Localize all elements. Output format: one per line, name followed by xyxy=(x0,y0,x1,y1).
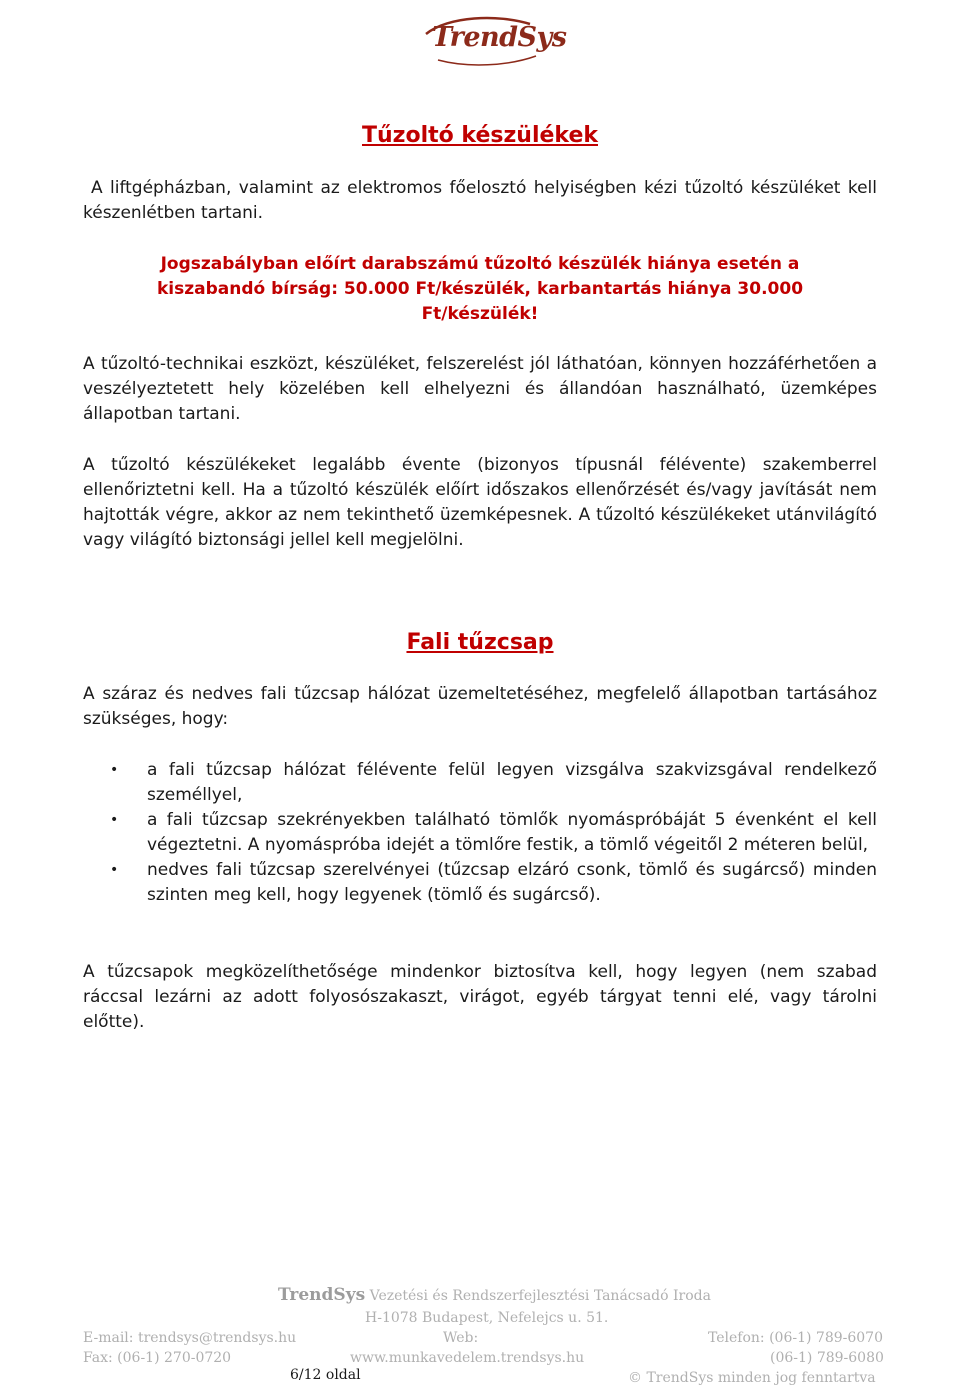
paragraph-inspection: A tűzoltó készülékeket legalább évente (bizonyos típusnál félévente) szakemberrel ellenőriztetni kell. Ha a tűzoltó készülék előírt időszakos ellenőrzését és/vagy javítását nem hajtották végre, akkor az nem tekinthető üzemképesnek. A tűzoltó készülékeket utánvilágító vagy világító biztonsági jellel kell megjelölni. xyxy=(83,455,877,550)
footer-phone2: (06-1) 789-6080 xyxy=(770,1350,884,1366)
footer-address: H-1078 Budapest, Nefelejcs u. 51. xyxy=(365,1310,609,1326)
list-item-text: a fali tűzcsap szekrényekben található tömlők nyomáspróbáját 5 évenként el kell végeztetni. A nyomáspróba idejét a tömlőre festik, a tömlő végeitől 2 méteren belül, xyxy=(147,810,877,855)
footer-fax: Fax: (06-1) 270-0720 xyxy=(83,1350,232,1366)
footer-web-label: Web: xyxy=(443,1330,479,1346)
footer-org: Vezetési és Rendszerfejlesztési Tanácsadó Iroda xyxy=(369,1288,711,1304)
page-number: 6/12 oldal xyxy=(290,1367,361,1383)
footer-brand: TrendSys xyxy=(278,1285,366,1305)
penalty-notice: Jogszabályban előírt darabszámú tűzoltó készülék hiánya esetén a kiszabandó bírság: 50.000 Ft/készülék, karbantartás hiánya 30.000 Ft/készülék! xyxy=(156,254,804,324)
paragraph-engine-room: A liftgépházban, valamint az elektromos főelosztó helyiségben kézi tűzoltó készüléket kell készenlétben tartani. xyxy=(83,178,877,223)
list-item-text: a fali tűzcsap hálózat félévente felül legyen vizsgálva szakvizsgával rendelkező személlyel, xyxy=(147,760,877,805)
paragraph-placement: A tűzoltó-technikai eszközt, készüléket, felszerelést jól láthatóan, könnyen hozzáférhetően a veszélyeztetett hely közelében kell elhelyezni és állandóan használható, üzemképes állapotban tartani. xyxy=(83,354,877,424)
paragraph-hydrant-access: A tűzcsapok megközelíthetősége mindenkor biztosítva kell, hogy legyen (nem szabad ráccsal lezárni az adott folyosószakaszt, virágot, egyéb tárgyat tenni elé, vagy tárolni előtte). xyxy=(83,962,877,1032)
footer-org-line xyxy=(278,1285,711,1305)
paragraph-hydrant-intro: A száraz és nedves fali tűzcsap hálózat üzemeltetéséhez, megfelelő állapotban tartásához szükséges, hogy: xyxy=(83,684,877,729)
logo-text: TrendSys xyxy=(432,22,567,53)
list-item xyxy=(110,858,877,908)
footer-copyright: © TrendSys minden jog fenntartva xyxy=(628,1370,876,1386)
hydrant-requirements-list xyxy=(110,758,877,908)
footer-email[interactable]: E-mail: trendsys@trendsys.hu xyxy=(83,1330,297,1346)
section-title-fire-extinguishers: Tűzoltó készülékek xyxy=(362,123,598,148)
bullet-icon: • xyxy=(110,862,119,878)
footer-phone1: Telefon: (06-1) 789-6070 xyxy=(708,1330,883,1346)
trendsys-logo xyxy=(418,12,567,70)
bullet-icon: • xyxy=(110,762,119,778)
bullet-icon: • xyxy=(110,812,119,828)
list-item xyxy=(110,758,877,808)
list-item xyxy=(110,808,877,858)
footer-web-url[interactable]: www.munkavedelem.trendsys.hu xyxy=(350,1350,585,1366)
list-item-text: nedves fali tűzcsap szerelvényei (tűzcsap elzáró csonk, tömlő és sugárcső) minden szinten meg kell, hogy legyenek (tömlő és sugárcső). xyxy=(147,860,877,905)
section-title-wall-hydrant: Fali tűzcsap xyxy=(406,630,554,655)
